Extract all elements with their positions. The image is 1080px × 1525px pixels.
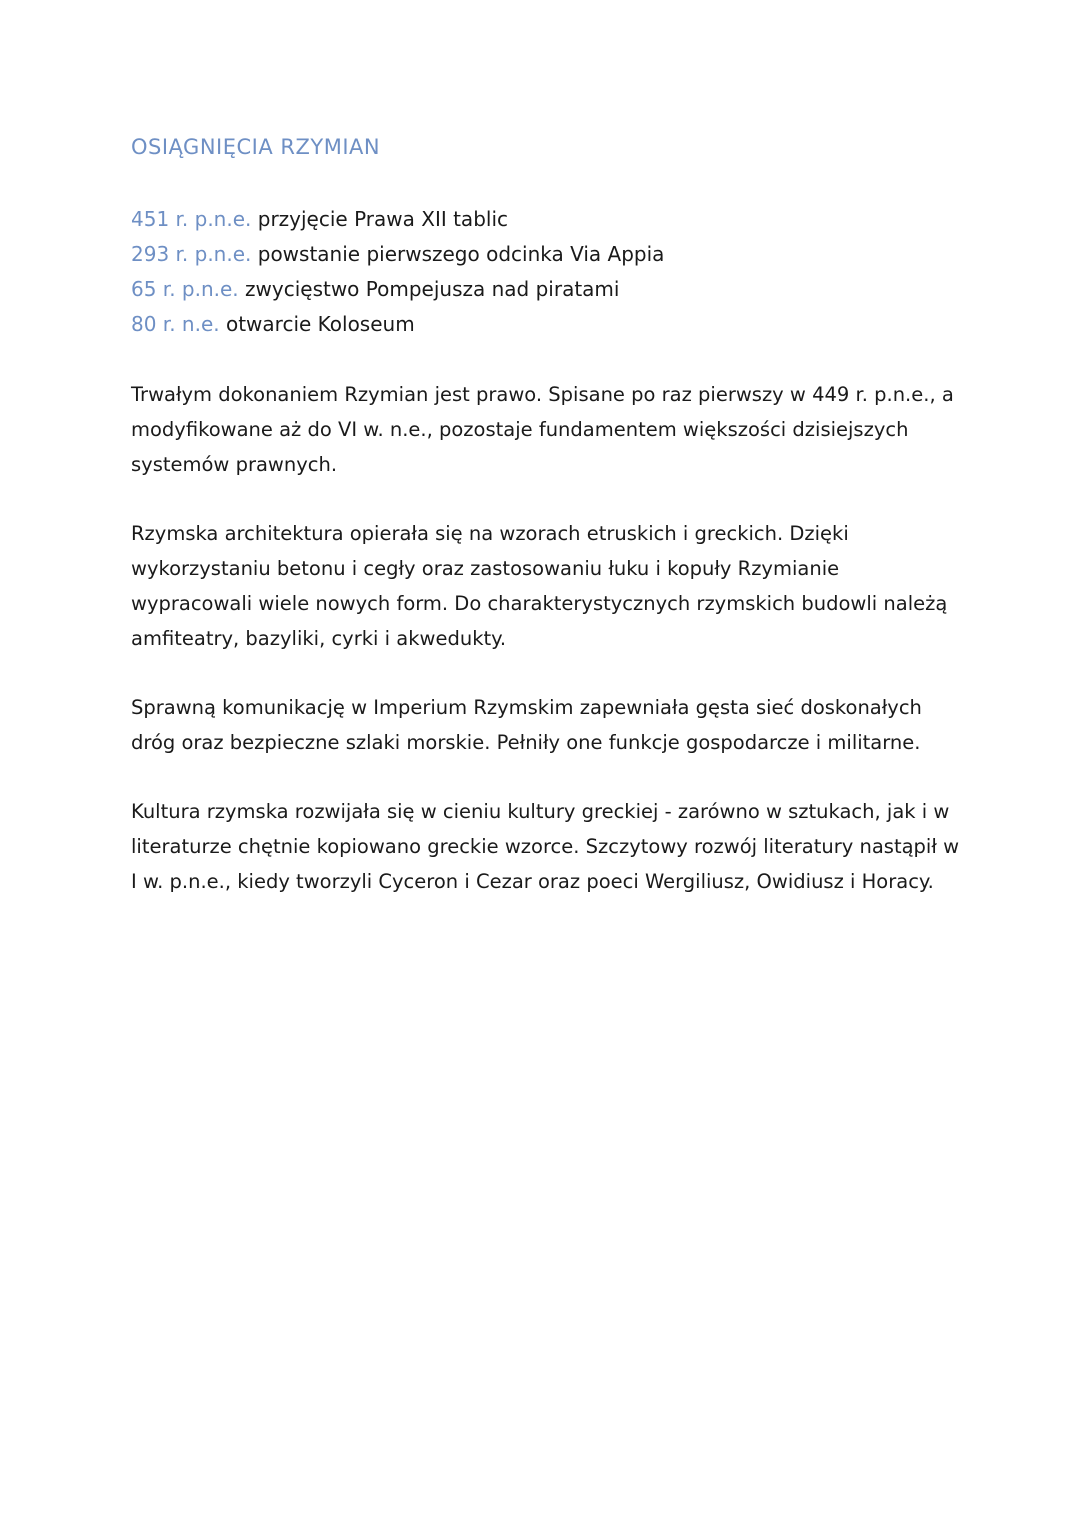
timeline-item bbox=[131, 202, 961, 237]
timeline-date: 80 r. n.e. bbox=[131, 312, 220, 336]
timeline-event: otwarcie Koloseum bbox=[225, 312, 415, 336]
timeline-event: powstanie pierwszego odcinka Via Appia bbox=[257, 242, 665, 266]
paragraph-law: Trwałym dokonaniem Rzymian jest prawo. Spisane po raz pierwszy w 449 r. p.n.e., a modyfikowane aż do VI w. n.e., pozostaje fundamentem większości dzisiejszych systemów prawnych. bbox=[131, 383, 954, 476]
timeline-date: 65 r. p.n.e. bbox=[131, 277, 239, 301]
timeline-item bbox=[131, 307, 961, 342]
timeline-item bbox=[131, 272, 961, 307]
timeline-date: 451 r. p.n.e. bbox=[131, 207, 252, 231]
paragraph-communication: Sprawną komunikację w Imperium Rzymskim zapewniała gęsta sieć doskonałych dróg oraz bezpieczne szlaki morskie. Pełniły one funkcje gospodarcze i militarne. bbox=[131, 696, 922, 754]
timeline-date: 293 r. p.n.e. bbox=[131, 242, 252, 266]
timeline-event: przyjęcie Prawa XII tablic bbox=[257, 207, 508, 231]
document-content bbox=[131, 132, 961, 899]
page-title: OSIĄGNIĘCIA RZYMIAN bbox=[131, 135, 381, 159]
paragraph-architecture: Rzymska architektura opierała się na wzorach etruskich i greckich. Dzięki wykorzystaniu betonu i cegły oraz zastosowaniu łuku i kopuły Rzymianie wypracowali wiele nowych form. Do charakterystycznych rzymskich budowli należą amfiteatry, bazyliki, cyrki i akwedukty. bbox=[131, 522, 948, 650]
timeline-list bbox=[131, 202, 961, 342]
timeline-item bbox=[131, 237, 961, 272]
paragraph-culture: Kultura rzymska rozwijała się w cieniu kultury greckiej - zarówno w sztukach, jak i w literaturze chętnie kopiowano greckie wzorce. Szczytowy rozwój literatury nastąpił w I w. p.n.e., kiedy tworzyli Cyceron i Cezar oraz poeci Wergiliusz, Owidiusz i Horacy. bbox=[131, 800, 960, 893]
timeline-event: zwycięstwo Pompejusza nad piratami bbox=[245, 277, 620, 301]
